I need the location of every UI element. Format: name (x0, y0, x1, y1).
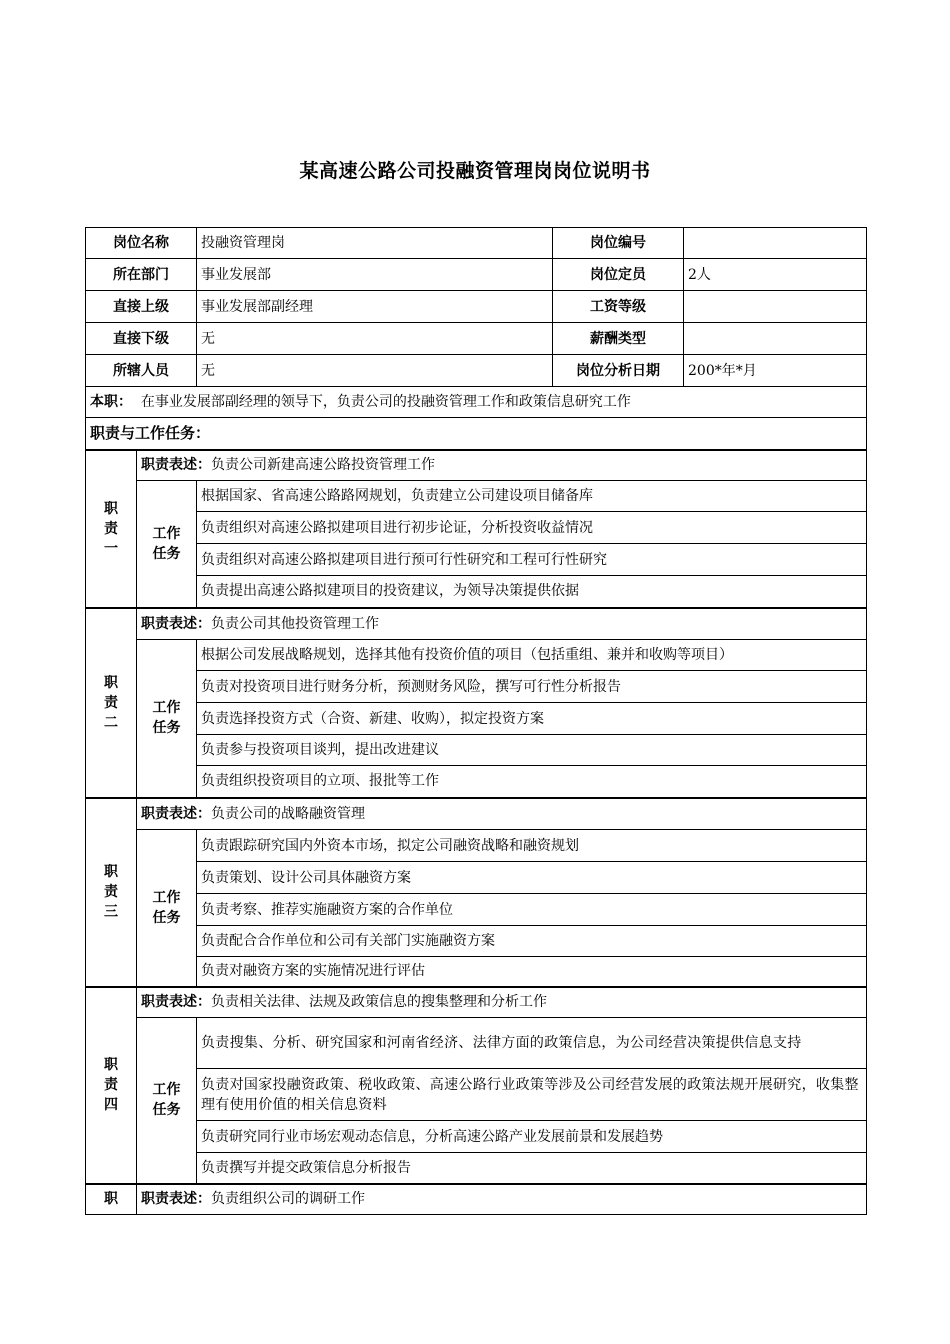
info-row-staff (86, 355, 867, 387)
duty-summary-text: 在事业发展部副经理的领导下，负责公司的投融资管理工作和政策信息研究工作 (140, 394, 631, 410)
duty-4-task-row (86, 1121, 867, 1153)
duty-2-task-row (86, 640, 867, 671)
duty-5-statement (137, 1184, 867, 1215)
duty-4-char-1: 职 (104, 1057, 118, 1073)
pay-type-label: 薪酬类型 (553, 323, 684, 355)
analysis-date-value: 200*年*月 (684, 355, 867, 387)
duty-3-task-4: 负责配合合作单位和公司有关部门实施融资方案 (197, 926, 867, 957)
duty-3-char-1: 职 (104, 864, 118, 880)
task-label-line1: 工作 (152, 1082, 181, 1099)
subordinate-label: 直接下级 (86, 323, 197, 355)
duty-3-task-3: 负责考察、推荐实施融资方案的合作单位 (197, 894, 867, 926)
salary-grade-value (684, 291, 867, 323)
duty-3-char-3: 三 (104, 904, 118, 920)
duty-3-task-row (86, 957, 867, 987)
duty-4-statement-label: 职责表述： (141, 994, 211, 1011)
duty-3-statement-row (86, 798, 867, 830)
duty-2-task-label (137, 640, 197, 798)
duty-5-char-1: 职 (104, 1191, 118, 1208)
duty-1-char-2: 责 (104, 520, 118, 537)
duty-3-statement-label: 职责表述： (141, 805, 211, 822)
task-label-line2: 任务 (152, 545, 181, 562)
duty-1-task-label (137, 481, 197, 608)
duty-4-label (86, 987, 137, 1184)
duty-2-task-row (86, 766, 867, 798)
duty-2-task-1: 根据公司发展战略规划，选择其他有投资价值的项目（包括重组、兼并和收购等项目） (197, 640, 867, 671)
duty-3-task-row (86, 862, 867, 894)
info-row-department (86, 259, 867, 291)
duty-1-statement-row (86, 450, 867, 481)
duty-3-char-2: 责 (104, 884, 118, 900)
position-name-label: 岗位名称 (86, 228, 197, 259)
info-row-superior (86, 291, 867, 323)
duty-summary-row (86, 387, 867, 418)
duty-3-task-2: 负责策划、设计公司具体融资方案 (197, 862, 867, 894)
position-code-label: 岗位编号 (553, 228, 684, 259)
position-name-value: 投融资管理岗 (197, 228, 553, 259)
duty-4-task-label (137, 1018, 197, 1184)
duty-3-label (86, 798, 137, 987)
section-label: 职责与工作任务： (86, 418, 867, 450)
duty-1-statement-text: 负责公司新建高速公路投资管理工作 (211, 457, 435, 474)
duty-1-char-3: 一 (104, 540, 118, 557)
duty-5-label (86, 1184, 137, 1215)
task-label-line1: 工作 (152, 700, 181, 717)
task-label-line2: 任务 (152, 720, 181, 737)
info-row-position (86, 228, 867, 259)
staff-label: 所辖人员 (86, 355, 197, 387)
duty-4-statement-row (86, 987, 867, 1018)
duty-5-statement-row (86, 1184, 867, 1215)
superior-label: 直接上级 (86, 291, 197, 323)
headcount-label: 岗位定员 (553, 259, 684, 291)
duty-4-task-4: 负责撰写并提交政策信息分析报告 (197, 1153, 867, 1184)
department-label: 所在部门 (86, 259, 197, 291)
duty-3-task-5: 负责对融资方案的实施情况进行评估 (197, 957, 867, 987)
department-value: 事业发展部 (197, 259, 553, 291)
task-label-line1: 工作 (152, 525, 181, 542)
staff-value: 无 (197, 355, 553, 387)
duty-summary (86, 387, 867, 418)
duty-1-statement-label: 职责表述： (141, 457, 211, 474)
duty-4-task-1: 负责搜集、分析、研究国家和河南省经济、法律方面的政策信息，为公司经营决策提供信息支持 (197, 1018, 867, 1069)
duty-1-label (86, 450, 137, 608)
duty-1-char-1: 职 (104, 500, 118, 517)
duty-3-task-1: 负责跟踪研究国内外资本市场，拟定公司融资战略和融资规划 (197, 830, 867, 862)
analysis-date-label: 岗位分析日期 (553, 355, 684, 387)
duty-3-statement (137, 798, 867, 830)
duty-2-statement-text: 负责公司其他投资管理工作 (211, 615, 379, 632)
duty-2-statement-row (86, 608, 867, 640)
task-label-line2: 任务 (152, 909, 181, 926)
position-code-value (684, 228, 867, 259)
duty-3-task-row (86, 926, 867, 957)
duty-2-task-4: 负责参与投资项目谈判，提出改进建议 (197, 735, 867, 766)
duty-2-task-row (86, 735, 867, 766)
duty-4-char-2: 责 (104, 1077, 118, 1093)
duty-2-statement (137, 608, 867, 640)
salary-grade-label: 工资等级 (553, 291, 684, 323)
duty-2-task-2: 负责对投资项目进行财务分析，预测财务风险，撰写可行性分析报告 (197, 671, 867, 703)
duty-3-task-row (86, 830, 867, 862)
duty-1-task-row (86, 481, 867, 512)
duty-4-statement-text: 负责相关法律、法规及政策信息的搜集整理和分析工作 (211, 994, 547, 1011)
duty-1-statement (137, 450, 867, 481)
duty-2-label (86, 608, 137, 798)
duty-5-statement-label: 职责表述： (141, 1191, 211, 1208)
info-row-subordinate (86, 323, 867, 355)
duty-4-statement (137, 987, 867, 1018)
duty-1-task-2: 负责组织对高速公路拟建项目进行初步论证，分析投资收益情况 (197, 512, 867, 544)
document-title: 某高速公路公司投融资管理岗岗位说明书 (299, 160, 651, 182)
duty-1-task-row (86, 576, 867, 608)
duty-summary-label: 本职： (90, 394, 132, 410)
duty-1-task-3: 负责组织对高速公路拟建项目进行预可行性研究和工程可行性研究 (197, 544, 867, 576)
duty-4-char-3: 四 (104, 1097, 118, 1113)
duty-1-task-row (86, 544, 867, 576)
duty-2-char-3: 二 (104, 714, 118, 731)
duty-2-char-1: 职 (104, 674, 118, 691)
duty-2-char-2: 责 (104, 694, 118, 711)
duty-4-task-3: 负责研究同行业市场宏观动态信息，分析高速公路产业发展前景和发展趋势 (197, 1121, 867, 1153)
duty-2-task-5: 负责组织投资项目的立项、报批等工作 (197, 766, 867, 798)
duty-2-task-3: 负责选择投资方式（合资、新建、收购），拟定投资方案 (197, 703, 867, 735)
duty-4-task-row (86, 1069, 867, 1121)
duty-4-task-2: 负责对国家投融资政策、税收政策、高速公路行业政策等涉及公司经营发展的政策法规开展研究，收集整理有使用价值的相关信息资料 (197, 1069, 867, 1121)
duty-1-task-4: 负责提出高速公路拟建项目的投资建议，为领导决策提供依据 (197, 576, 867, 608)
superior-value: 事业发展部副经理 (197, 291, 553, 323)
pay-type-value (684, 323, 867, 355)
subordinate-value: 无 (197, 323, 553, 355)
duty-2-statement-label: 职责表述： (141, 615, 211, 632)
duty-3-statement-text: 负责公司的战略融资管理 (211, 805, 365, 822)
duty-4-task-row (86, 1018, 867, 1069)
headcount-value: 2人 (684, 259, 867, 291)
duty-2-task-row (86, 671, 867, 703)
section-header-row (86, 418, 867, 450)
duty-4-task-row (86, 1153, 867, 1184)
duty-1-task-row (86, 512, 867, 544)
duty-3-task-row (86, 894, 867, 926)
task-label-line1: 工作 (152, 889, 181, 906)
job-description-table (85, 227, 867, 1215)
task-label-line2: 任务 (152, 1102, 181, 1119)
duty-5-statement-text: 负责组织公司的调研工作 (211, 1191, 365, 1208)
duty-1-task-1: 根据国家、省高速公路路网规划，负责建立公司建设项目储备库 (197, 481, 867, 512)
duty-3-task-label (137, 830, 197, 987)
duty-2-task-row (86, 703, 867, 735)
